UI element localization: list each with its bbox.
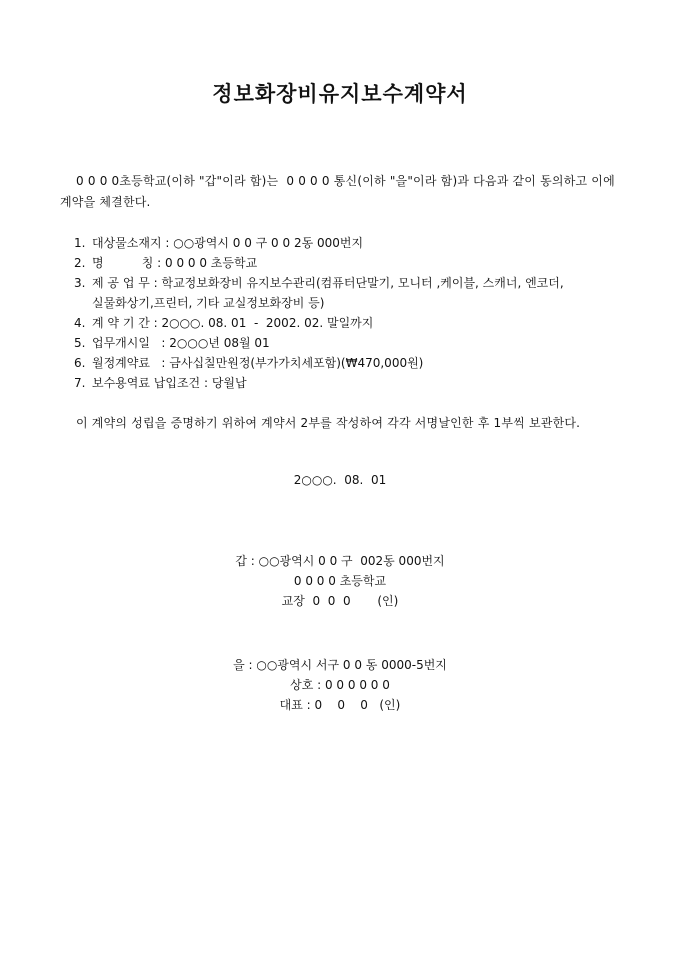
party-b-representative: 대표 : 0 0 0 (인)	[279, 698, 401, 712]
item-number: 4.	[74, 316, 86, 330]
closing-paragraph: 이 계약의 성립을 증명하기 위하여 계약서 2부를 작성하여 각각 서명날인한 후 1부씩 보관한다.	[76, 416, 581, 430]
item-text: 보수용역료 납입조건 : 당월납	[92, 376, 247, 390]
list-item	[74, 373, 634, 393]
party-a-name: 0 0 0 0 초등학교	[293, 574, 387, 588]
item-text: 업무개시일 : 2○○○년 08월 01	[92, 336, 270, 350]
contract-items-list	[74, 233, 634, 393]
list-item	[74, 273, 634, 313]
item-number: 5.	[74, 336, 86, 350]
item-number: 3.	[74, 276, 86, 290]
party-a-address: 갑 : ○○광역시 0 0 구 002동 000번지	[235, 554, 445, 568]
list-item	[74, 313, 634, 333]
party-a-representative: 교장 0 0 0 (인)	[281, 594, 399, 608]
item-number: 1.	[74, 236, 86, 250]
list-item	[74, 233, 634, 253]
party-a-block	[0, 551, 680, 611]
item-text: 계 약 기 간 : 2○○○. 08. 01 - 2002. 02. 말일까지	[92, 316, 374, 330]
item-text-continuation: 실물화상기,프린터, 기타 교실정보화장비 등)	[92, 296, 325, 310]
list-item	[74, 253, 634, 273]
party-b-address: 을 : ○○광역시 서구 0 0 동 0000-5번지	[233, 658, 447, 672]
item-number: 2.	[74, 256, 86, 270]
item-text: 제 공 업 무 : 학교정보화장비 유지보수관리(컴퓨터단말기, 모니터 ,케이블, 스캐너, 엔코더,	[92, 276, 564, 290]
contract-date: 2○○○. 08. 01	[293, 473, 387, 487]
party-b-block	[0, 655, 680, 715]
list-item	[74, 353, 634, 373]
document-title: 정보화장비유지보수계약서	[212, 81, 468, 106]
item-text: 월정계약료 : 금사십칠만원정(부가가치세포함)(₩470,000원)	[92, 356, 424, 370]
list-item	[74, 333, 634, 353]
item-text: 명 칭 : 0 0 0 0 초등학교	[92, 256, 258, 270]
item-number: 6.	[74, 356, 86, 370]
item-number: 7.	[74, 376, 86, 390]
item-text: 대상물소재지 : ○○광역시 0 0 구 0 0 2동 000번지	[92, 236, 364, 250]
intro-paragraph: 0 0 0 0초등학교(이하 "갑"이라 함)는 0 0 0 0 통신(이하 "을"이라 함)과 다음과 같이 동의하고 이에 계약을 체결한다.	[60, 174, 619, 209]
party-b-name: 상호 : 0 0 0 0 0 0	[290, 678, 390, 692]
